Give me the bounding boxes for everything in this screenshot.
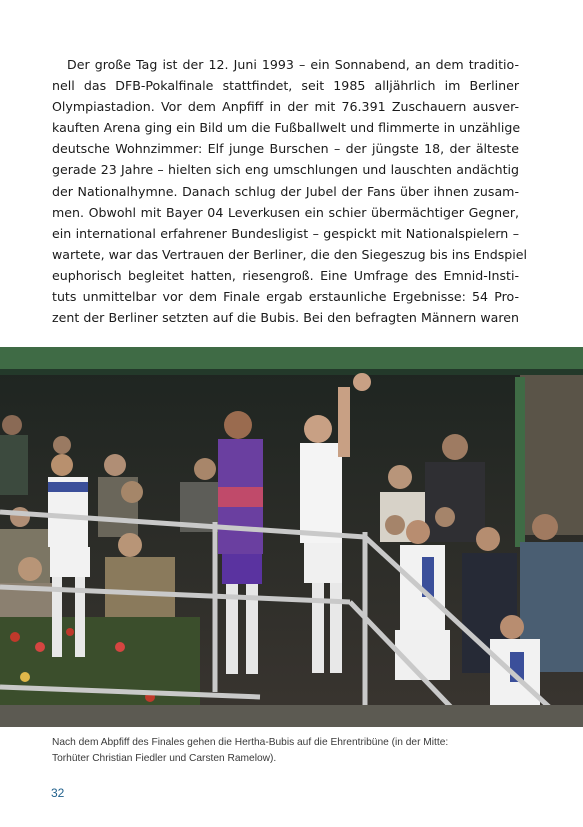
stadium-photo: [0, 347, 583, 727]
body-line: deutsche Wohnzimmer: Elf junge Burschen – der jüngste 18, der älteste: [52, 141, 519, 157]
body-line: kauften Arena ging ein Bild um die Fußballwelt und flimmerte in unzählige: [52, 120, 521, 136]
body-line: euphorisch begleitet hatten, riesengroß. Eine Umfrage des Emnid-Insti-: [52, 267, 519, 283]
caption-line: Nach dem Abpfiff des Finales gehen die Hertha-Bubis auf die Ehrentribüne (in der Mitte:: [52, 737, 449, 748]
photo-caption: [52, 735, 522, 767]
body-line: nell das DFB-Pokalfinale stattfindet, seit 1985 alljährlich im Berliner: [52, 78, 519, 94]
body-line: men. Obwohl mit Bayer 04 Leverkusen ein schier übermächtiger Gegner,: [52, 204, 519, 220]
ledge: [0, 705, 583, 727]
body-line: gerade 23 Jahre – hielten sich eng umschlungen und lauschten andächtig: [52, 162, 519, 178]
stadium-wall: [520, 375, 583, 535]
photo-illustration: [0, 347, 583, 727]
body-line: Olympiastadion. Vor dem Anpfiff in der mit 76.391 Zuschauern ausver-: [52, 99, 519, 115]
body-line: tuts unmittelbar vor dem Finale ergab erstaunliche Ergebnisse: 54 Pro-: [52, 289, 519, 305]
body-paragraph: [52, 54, 528, 328]
body-line: zent der Berliner setzten auf die Bubis. Bei den befragten Männern waren: [52, 310, 519, 326]
roof-beam: [0, 347, 583, 369]
page-number: 32: [51, 786, 65, 800]
body-line: Der große Tag ist der 12. Juni 1993 – ein Sonnabend, an dem traditio-: [67, 57, 519, 72]
caption-line: Torhüter Christian Fiedler und Carsten Ramelow).: [52, 753, 277, 764]
body-line: ein international erfahrener Bundesligist – gespickt mit Nationalspielern –: [52, 225, 519, 241]
body-line: der Nationalhymne. Danach schlug der Jubel der Fans über ihnen zusam-: [52, 183, 519, 199]
body-line: wartete, war das Vertrauen der Berliner, die den Siegeszug bis ins Endspiel: [52, 246, 528, 262]
